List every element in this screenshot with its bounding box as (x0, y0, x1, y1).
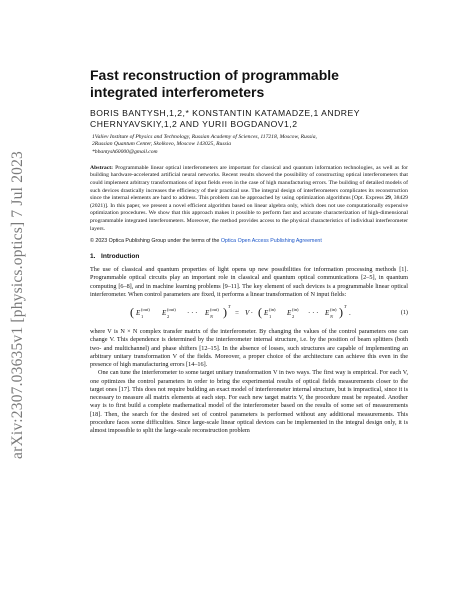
eq-rhs-var-3: E (325, 309, 330, 318)
section-heading (90, 253, 408, 260)
eq-rhs-sub-3: N (330, 314, 334, 320)
contact-email: *bbantysh60000@gmail.com (92, 148, 158, 155)
arxiv-identifier: arXiv:2307.03635v1 [physics.optics] 7 Jul 2023 (9, 151, 26, 459)
eq-rhs-sub-1: 1 (269, 314, 272, 320)
paper-page (90, 67, 408, 435)
eq-rhs-sup-2: (in) (292, 307, 299, 313)
abstract-volume: 29 (385, 195, 391, 202)
eq-lhs-sub-3: N (210, 314, 214, 320)
paragraph-2: where V is N × N complex transfer matrix of the interferometer. By changing the values of the control parameters one can change V. This dependence is determined by the interferometer internal structure, i.e. by the position of beam splitters (both two- and multichannel) and phase shifters [12–15]. In the absence of losses, such structures are capable of implementing an arbitrary unitary transformation V of the fields. Moreover, a proper choice of the architecture can achieve this even in the presence of high manufacturing errors [14–16]. (90, 328, 408, 369)
eq-rhs-dots: · · · (308, 309, 319, 318)
equation-number: (1) (400, 309, 408, 317)
copyright-text: © 2023 Optica Publishing Group under the terms of the (90, 238, 221, 245)
eq-lhs-sup-2: (out) (167, 307, 176, 313)
author-list (90, 108, 408, 130)
arxiv-sidebar (7, 150, 29, 460)
eq-period: . (349, 309, 351, 318)
equation-1 (90, 303, 408, 323)
abstract-text-before: Programmable linear optical interferometers are important for classical and quantum information technologies, as well as for building hardware-accelerated artificial neural networks. Recent results showed the possibility of constructing optical interferometers that could implement arbitrary transformations of input fields even in the case of high manufacturing errors. The building of detailed models of such devices drastically increases the efficiency of their practical use. The integral design of interferometers complicates its reconstruction since the internal elements are hard to address. This problem can be approached by using optimization algorithms [Opt. Express (90, 164, 409, 202)
abstract-label: Abstract: (90, 164, 114, 171)
eq-lhs-var-2: E (162, 309, 167, 318)
equation-svg (90, 303, 390, 323)
eq-rhs-sub-2: 2 (292, 314, 295, 320)
copyright-notice (90, 238, 408, 245)
eq-right-paren-2: ) (339, 305, 343, 320)
eq-transpose-1: T (228, 304, 231, 310)
eq-operator: V · (245, 309, 253, 318)
paragraph-1: The use of classical and quantum properties of light opens up new possibilities for information processing methods [1]. Programmable optical circuits play an important role in classical and quantum optical communications [2–5], in quantum computing [6–8], and in machine learning problems [9–11]. The key element of such devices is a programmable linear optical interferometer. When control parameters are fixed, it performs a linear transformation of N input fields: (90, 266, 408, 298)
paper-title: Fast reconstruction of programmable integrated interferometers (90, 67, 339, 100)
eq-rhs-var-1: E (264, 309, 269, 318)
eq-right-paren-1: ) (223, 305, 227, 320)
paragraph-3: One can tune the interferometer to some target unitary transformation V in two ways. The first way is empirical. For each V, one optimizes the control parameters in order to bring the experimental results of optical fields measurements closer to the target ones [17]. This does not require building an exact model of interferometer internal structure, but is impractical, since it is necessary to measure all matrix elements at each step. For each new target matrix V, the procedure must be repeated. Another way is to first build a complete mathematical model of the interferometer based on the results of some set of measurements [18]. Then, the search for the desired set of control parameters is performed without any additional measurements. This procedure faces some difficulties. Since large-scale linear optical devices can be implemented in the integral design only, it is almost impossible to split the large-scale reconstruction problem (90, 369, 408, 435)
abstract-text-after: , 38429 (2021)]. In this paper, we present a novel efficient algorithm based on linear algebra only, which does not use computationally expensive optimization procedures. We show that this approach makes it possible to perform fast and accurate characterization of high-dimensional programmable integrated interferometers. Moreover, the method provides access to the physical characteristics of individual interferometer layers. (90, 195, 409, 232)
section-title: Introduction (101, 253, 140, 261)
eq-lhs-sup-3: (out) (210, 307, 219, 313)
eq-left-paren-2: ( (258, 305, 262, 320)
affiliation-1: 1Valiev Institute of Physics and Technology, Russian Academy of Sciences, 117218, Moscow, Russia, (92, 134, 317, 140)
abstract (90, 165, 408, 233)
section-number: 1. (90, 253, 96, 261)
affiliations (92, 134, 408, 156)
eq-lhs-var-1: E (136, 309, 141, 318)
eq-lhs-dots: · · · (187, 309, 198, 318)
eq-transpose-2: T (344, 304, 347, 310)
eq-lhs-sub-2: 2 (167, 314, 170, 320)
eq-rhs-var-2: E (287, 309, 292, 318)
eq-lhs-sup-1: (out) (141, 307, 150, 313)
eq-lhs-var-3: E (205, 309, 210, 318)
eq-lhs-sub-1: 1 (141, 314, 144, 320)
eq-rhs-sup-3: (in) (330, 307, 337, 313)
license-link[interactable]: Optica Open Access Publishing Agreement (220, 238, 322, 245)
affiliation-2: 2Russian Quantum Center, Skolkovo, Moscow 143025, Russia (92, 141, 232, 148)
eq-left-paren-1: ( (130, 305, 134, 320)
authors-text: BORIS BANTYSH,1,2,* KONSTANTIN KATAMADZE,1 ANDREY CHERNYAVSKIY,1,2 AND YURII BOGDANOV1,2 (90, 108, 360, 129)
eq-rhs-sup-1: (in) (269, 307, 276, 313)
eq-equals: = (235, 309, 239, 318)
